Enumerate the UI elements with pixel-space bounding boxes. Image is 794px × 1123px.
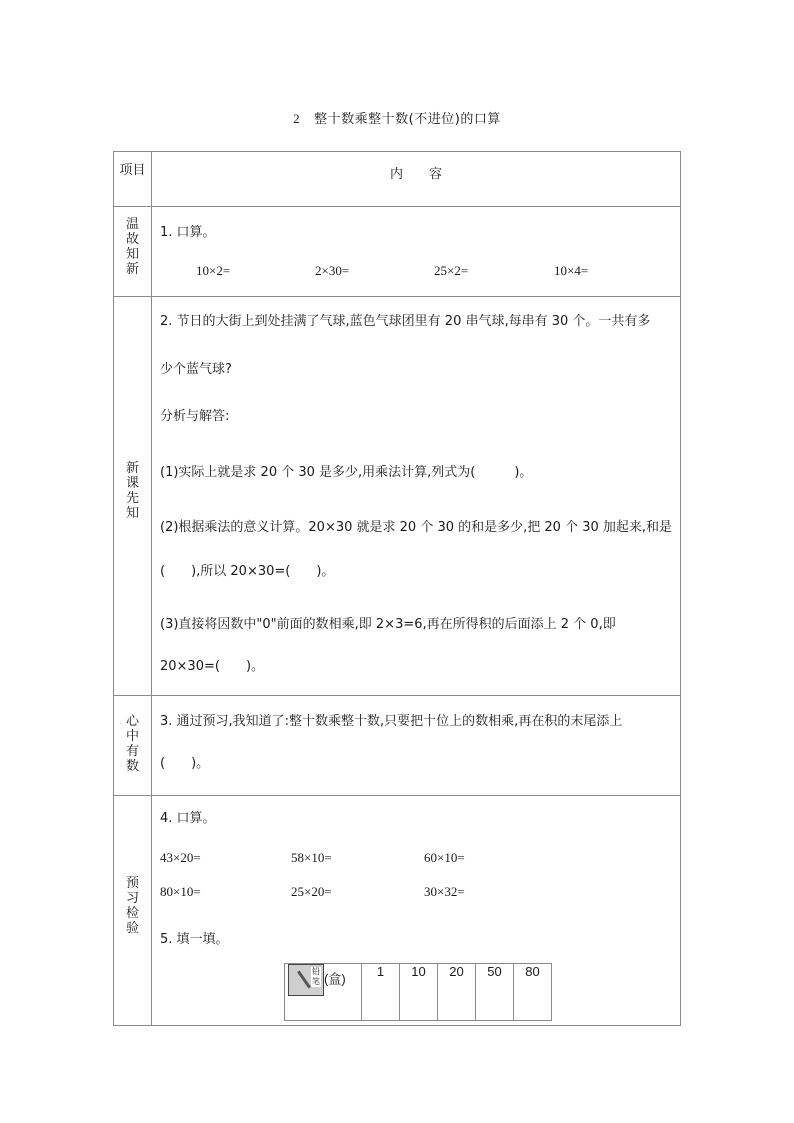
value-cell: 80 [514,964,552,1021]
pencil-fill-table [284,963,552,1021]
label-char: 数 [125,759,139,774]
label-char: 检 [125,906,139,921]
header-col-content [152,152,681,207]
pencil-box-icon [288,964,324,996]
label-char: 中 [125,729,139,744]
question-2-line-1: 2. 节日的大街上到处挂满了气球,蓝色气球团里有 20 串气球,每串有 30 个。一共有多 [160,314,651,329]
lesson-table [113,151,681,1026]
label-char: 先 [125,491,139,506]
label-char: 温 [125,217,139,232]
step-3-line-2: 20×30=( )。 [160,659,265,674]
pencil-box-cell [285,964,362,1021]
label-check [114,876,151,936]
label-char: 新 [125,461,139,476]
mental-math-item: 2×30= [315,263,350,278]
label-mind [114,714,151,774]
mental-math-item: 30×32= [424,884,465,899]
label-char: 知 [125,247,139,262]
label-char: 有 [125,744,139,759]
step-2-line-1: (2)根据乘法的意义计算。20×30 就是求 20 个 30 的和是多少,把 20 个 30 加起来,和是 [160,520,673,535]
mental-math-item: 10×2= [196,263,231,278]
section-review-label [114,207,152,297]
header-project-label: 项目 [119,163,146,178]
mental-math-item: 80×10= [160,884,201,899]
label-review [114,217,151,277]
section-new-label [114,297,152,696]
section-mind-label [114,696,152,796]
label-char: 验 [125,921,139,936]
section-mind-content [152,696,681,796]
question-3-line-2: ( )。 [160,756,210,771]
question-1-title: 1. 口算。 [160,225,216,240]
page-title [0,108,794,127]
question-3-line-1: 3. 通过预习,我知道了:整十数乘整十数,只要把十位上的数相乘,再在积的末尾添上 [160,714,623,729]
value-cell: 20 [438,964,476,1021]
mental-math-item: 25×20= [291,884,332,899]
label-char: 预 [125,876,139,891]
question-4-title: 4. 口算。 [160,811,216,826]
step-1-text: (1)实际上就是求 20 个 30 是多少,用乘法计算,列式为( )。 [160,465,533,480]
section-new-content [152,297,681,696]
question-2-line-2: 少个蓝气球? [160,362,232,377]
label-new [114,461,151,521]
mental-math-item: 10×4= [554,263,589,278]
mental-math-item: 25×2= [434,263,469,278]
step-2-line-2: ( ),所以 20×30=( )。 [160,564,335,579]
step-3-line-1: (3)直接将因数中"0"前面的数相乘,即 2×3=6,再在所得积的后面添上 2 个 0,即 [160,617,616,632]
value-cell: 10 [400,964,438,1021]
label-char: 故 [125,232,139,247]
label-char: 心 [125,714,139,729]
unit-label: (盒) [324,971,346,987]
label-char: 习 [125,891,139,906]
pencil-box-label: 铅笔 [312,967,320,986]
section-check-label [114,796,152,1026]
value-cell: 1 [362,964,400,1021]
header-col-project [114,152,152,207]
label-char: 课 [125,476,139,491]
title-number: 2 [293,111,301,126]
section-review-content [152,207,681,297]
header-content-label: 内 容 [389,167,442,182]
value-cell: 50 [476,964,514,1021]
mental-math-item: 43×20= [160,850,201,865]
label-char: 新 [125,262,139,277]
analysis-heading: 分析与解答: [160,409,230,424]
section-check-content [152,796,681,1026]
mental-math-item: 60×10= [424,850,465,865]
question-5-title: 5. 填一填。 [160,932,229,947]
title-text: 整十数乘整十数(不进位)的口算 [314,112,501,127]
mental-math-item: 58×10= [291,850,332,865]
label-char: 知 [125,506,139,521]
